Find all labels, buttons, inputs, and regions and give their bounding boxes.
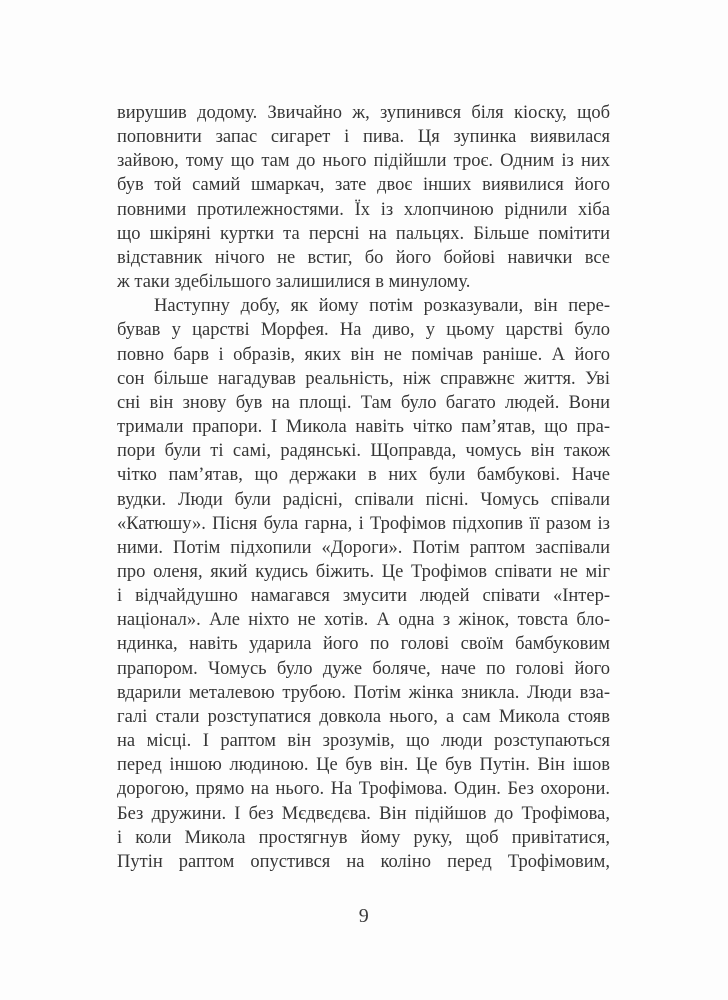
text-line: поповнити запас сигарет і пива. Ця зупинка виявилася xyxy=(117,127,610,148)
text-line: ндинка, навіть ударила його по голові своїм бамбуковим xyxy=(117,634,610,655)
text-line: Путін раптом опустився на коліно перед Трофімовим, xyxy=(117,851,610,872)
text-line: Наступну добу, як йому потім розказували, він пере- xyxy=(154,296,610,317)
text-line: бував у царстві Морфея. На диво, у цьому царстві було xyxy=(117,320,610,341)
text-line: повно барв і образів, яких він не помічав раніше. А його xyxy=(117,344,610,365)
text-line: ж таки здебільшого залишилися в минулому. xyxy=(117,272,471,293)
text-line: вдарили металевою трубою. Потім жінка зникла. Люди вза- xyxy=(117,682,610,703)
text-line: Без дружини. І без Мєдвєдєва. Він підійшов до Трофімова, xyxy=(117,803,610,824)
text-line: галі стали розступатися довкола нього, а сам Микола стояв xyxy=(117,706,610,727)
text-line: зайвою, тому що там до нього підійшли троє. Одним із них xyxy=(117,151,610,172)
text-line: «Катюшу». Пісня була гарна, і Трофімов підхопив її разом із xyxy=(117,513,610,534)
text-line: тримали прапори. І Микола навіть чітко пам’ятав, що пра- xyxy=(117,417,610,438)
text-line: чітко пам’ятав, що держаки в них були бамбукові. Наче xyxy=(117,465,610,486)
text-line: сон більше нагадував реальність, ніж справжнє життя. Уві xyxy=(117,368,610,389)
paragraph xyxy=(117,294,610,874)
paragraph xyxy=(117,101,610,294)
text-line: і відчайдушно намагався змусити людей співати «Інтер- xyxy=(117,586,610,607)
text-line: дорогою, прямо на нього. На Трофімова. Один. Без охорони. xyxy=(117,779,610,800)
text-line: ними. Потім підхопили «Дороги». Потім раптом заспівали xyxy=(117,537,610,558)
body-text xyxy=(117,101,610,874)
text-line: відставник нічого не встиг, бо його бойові навички все xyxy=(117,247,610,268)
text-line: повними протилежностями. Їх із хлопчиною ріднили хіба xyxy=(117,199,610,220)
text-line: прапором. Чомусь було дуже боляче, наче по голові його xyxy=(117,658,610,679)
text-line: вирушив додому. Звичайно ж, зупинився біля кіоску, щоб xyxy=(117,103,610,123)
text-line: і коли Микола простягнув йому руку, щоб привітатися, xyxy=(117,827,610,848)
text-line: про оленя, який кудись біжить. Це Трофімов співати не міг xyxy=(117,561,610,582)
text-line: вудки. Люди були радісні, співали пісні. Чомусь співали xyxy=(117,489,610,510)
text-line: перед іншою людиною. Це був він. Це був Путін. Він ішов xyxy=(117,755,610,776)
text-line: на місці. І раптом він зрозумів, що люди розступаються xyxy=(117,731,610,752)
page-number: 9 xyxy=(358,905,370,927)
text-line: був той самий шмаркач, зате двоє інших виявилися його xyxy=(117,175,610,196)
text-line: що шкіряні куртки та персні на пальцях. Більше помітити xyxy=(117,223,610,244)
text-line: сні він знову був на площі. Там було багато людей. Вони xyxy=(117,392,610,413)
text-line: пори були ті самі, радянські. Щоправда, чомусь він також xyxy=(117,441,610,462)
text-line: націонал». Але ніхто не хотів. А одна з жінок, товста бло- xyxy=(117,610,610,631)
